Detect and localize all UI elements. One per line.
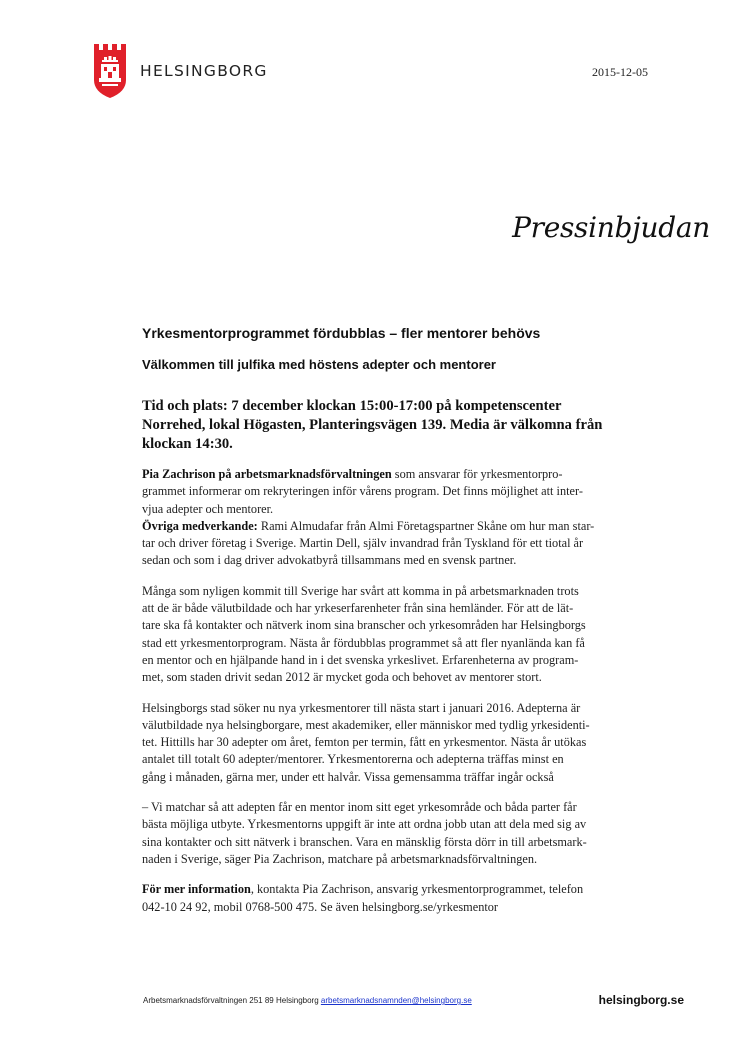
footer-brand: helsingborg.se xyxy=(598,993,684,1007)
text-line: sedan och som i dag driver advokatbyrå tillsammans med en svensk partner. xyxy=(142,553,517,568)
headline: Yrkesmentorprogrammet fördubblas – fler mentorer behövs xyxy=(142,325,541,341)
text-line: Rami Almudafar från Almi Företagspartner Skåne om hur man star- xyxy=(257,518,595,533)
document-date: 2015-12-05 xyxy=(592,65,648,79)
subheadline: Välkommen till julfika med höstens adepter och mentorer xyxy=(142,357,496,372)
document-type: Pressinbjudan xyxy=(512,211,710,244)
text-line: – Vi matchar så att adepten får en mentor inom sitt eget yrkesområde och båda parter får xyxy=(142,800,577,815)
text-line: vjua adepter och mentorer. xyxy=(142,501,274,516)
text-line: , kontakta Pia Zachrison, ansvarig yrkesmentorprogrammet, telefon xyxy=(250,882,584,897)
text-line: 042-10 24 92, mobil 0768-500 475. Se även helsingborg.se/yrkesmentor xyxy=(142,899,498,914)
text-line: tare ska få kontakter och nätverk inom sina branscher och yrkesområden har Helsingborgs xyxy=(142,618,586,633)
footer-email-link[interactable]: arbetsmarknadsnamnden@helsingborg.se xyxy=(320,996,472,1005)
text-line: en mentor och en hjälpande hand in i det svenska yrkeslivet. Erfarenheterna av program- xyxy=(142,652,579,667)
text-line: antalet till totalt 60 adepter/mentorer. Yrkesmentorerna och adepterna träffas minst en xyxy=(142,752,564,767)
text-line: Helsingborgs stad söker nu nya yrkesmentorer till nästa start i januari 2016. Adepterna är xyxy=(142,700,581,715)
text-line: sina kontakter och sitt nätverk i branschen. Vara en mänsklig första dörr in till arbetsmark- xyxy=(142,834,587,849)
text-line: att de är både välutbildade och har yrkeserfarenheter från sina hemländer. För att de lät- xyxy=(142,601,574,616)
lead-bold: För mer information xyxy=(142,882,251,897)
footer-address xyxy=(143,996,472,1005)
body-text xyxy=(142,466,642,929)
text-line: met, som staden drivit sedan 2012 är mycket goda och behovet av mentorer stort. xyxy=(142,670,542,685)
paragraph-participants xyxy=(142,466,642,570)
text-line: naden i Sverige, säger Pia Zachrison, matchare på arbetsmarknadsförvaltningen. xyxy=(142,851,538,866)
brand-name: HELSINGBORG xyxy=(140,62,268,80)
paragraph-background xyxy=(142,583,642,687)
lead-bold: Övriga medverkande: xyxy=(142,518,258,533)
time-and-place xyxy=(142,397,612,454)
lead-bold: Pia Zachrison på arbetsmarknadsförvaltningen xyxy=(142,467,392,481)
text-line: tet. Hittills har 30 adepter om året, femton per termin, fått en yrkesmentor. Nästa år utökas xyxy=(142,735,587,750)
time-place-line: Tid och plats: 7 december klockan 15:00-17:00 på kompetenscenter xyxy=(142,398,562,414)
text-line: välutbildade nya helsingborgare, mest akademiker, eller människor med tydlig yrkesidenti- xyxy=(142,717,590,732)
helsingborg-crest-icon xyxy=(93,44,127,98)
footer-address-text: Arbetsmarknadsförvaltningen 251 89 Helsingborg xyxy=(143,996,321,1005)
time-place-line: Norrehed, lokal Högasten, Planteringsvägen 139. Media är välkomna från xyxy=(142,417,603,433)
text-line: grammet informerar om rekryteringen inför vårens program. Det finns möjlighet att inter- xyxy=(142,484,583,499)
text-line: Många som nyligen kommit till Sverige har svårt att komma in på arbetsmarknaden trots xyxy=(142,583,579,598)
paragraph-contact xyxy=(142,881,642,916)
text-line: som ansvarar för yrkesmentorpro- xyxy=(391,467,563,481)
paragraph-quote xyxy=(142,799,642,868)
text-line: gång i månaden, gärna mer, under ett halvår. Vissa gemensamma träffar ingår också xyxy=(142,769,554,784)
time-place-line: klockan 14:30. xyxy=(142,436,233,452)
text-line: bästa möjliga utbyte. Yrkesmentorns uppgift är inte att ordna jobb utan att dela med sig av xyxy=(142,817,587,832)
text-line: tar och driver företag i Sverige. Martin Dell, själv invandrad från Tyskland för ett tiotal år xyxy=(142,536,584,551)
paragraph-recruitment xyxy=(142,700,642,786)
text-line: stad ett yrkesmentorprogram. Nästa år fördubblas programmet så att fler nyanlända kan få xyxy=(142,635,585,650)
